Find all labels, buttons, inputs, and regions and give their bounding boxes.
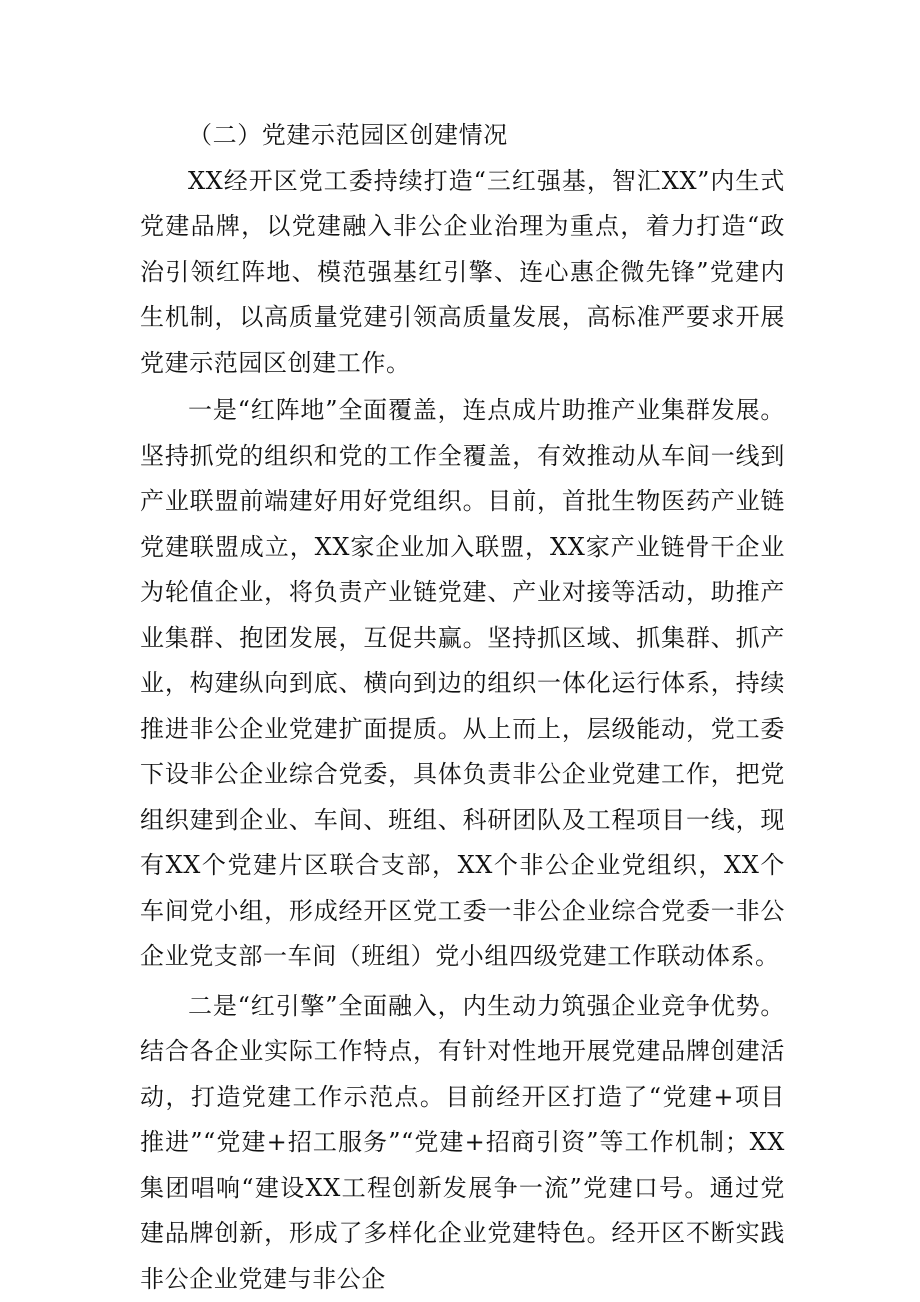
- paragraph-red-engine: 二是“红引擎”全面融入，内生动力筑强企业竞争优势。结合各企业实际工作特点，有针对性地开展党建品牌创建活动，打造党建工作示范点。目前经开区打造了“党建+项目推进”“党建+招工服务”“党建+招商引资”等工作机制；XX集团唱响“建设XX工程创新发展争一流”党建口号。通过党建品牌创新，形成了多样化企业党建特色。经开区不断实践非公企业党建与非公企: [140, 984, 785, 1302]
- paragraph-intro: XX经开区党工委持续打造“三红强基，智汇XX”内生式党建品牌，以党建融入非公企业治理为重点，着力打造“政治引领红阵地、模范强基红引擎、连心惠企微先锋”党建内生机制，以高质量党建引领高质量发展，高标准严要求开展党建示范园区创建工作。: [140, 159, 785, 387]
- document-body: [140, 113, 785, 1302]
- paragraph-red-position: 一是“红阵地”全面覆盖，连点成片助推产业集群发展。坚持抓党的组织和党的工作全覆盖，有效推动从车间一线到产业联盟前端建好用好党组织。目前，首批生物医药产业链党建联盟成立，XX家企业加入联盟，XX家产业链骨干企业为轮值企业，将负责产业链党建、产业对接等活动，助推产业集群、抱团发展，互促共赢。坚持抓区域、抓集群、抓产业，构建纵向到底、横向到边的组织一体化运行体系，持续推进非公企业党建扩面提质。从上而上，层级能动，党工委下设非公企业综合党委，具体负责非公企业党建工作，把党组织建到企业、车间、班组、科研团队及工程项目一线，现有XX个党建片区联合支部，XX个非公企业党组织，XX个车间党小组，形成经开区党工委一非公企业综合党委一非公企业党支部一车间（班组）党小组四级党建工作联动体系。: [140, 388, 785, 980]
- section-heading: （二）党建示范园区创建情况: [140, 113, 785, 159]
